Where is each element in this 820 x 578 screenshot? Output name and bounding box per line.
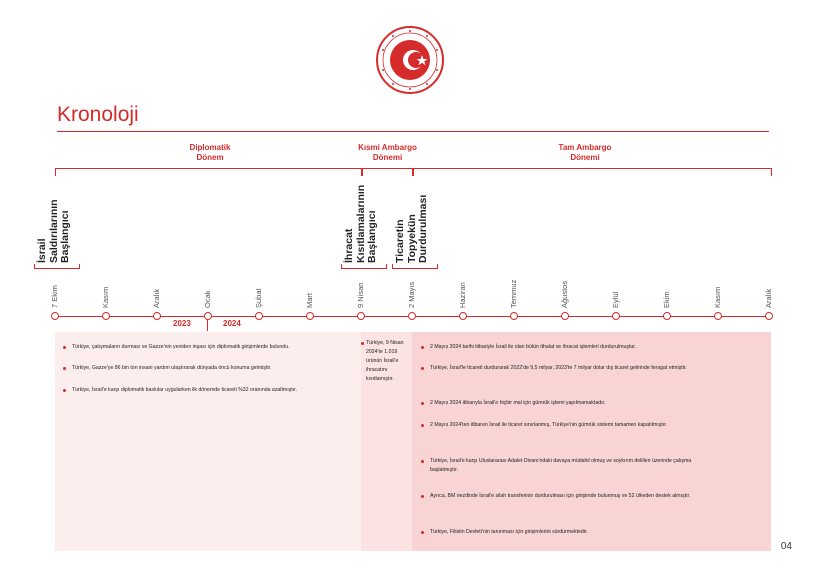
- event-export-restrictions-label: İhracat Kısıtlamalarının Başlangıcı: [343, 184, 378, 263]
- event-export-restrictions-marker: [341, 264, 387, 269]
- list-item: Türkiye, Gazze'ye 86 bin ton insani yardım ulaştırarak dünyada öncü konuma gelmiştir.: [72, 364, 352, 373]
- event-israel-attacks-marker: [34, 264, 80, 269]
- year-label-2023: 2023: [173, 319, 191, 328]
- timeline-dot: [510, 312, 518, 320]
- timeline-dot: [663, 312, 671, 320]
- list-item: Türkiye, Filistin Devleti'nin tanınması için girişimlerini sürdürmektedir.: [430, 528, 730, 537]
- timeline-dot: [102, 312, 110, 320]
- list-item: Türkiye, çatışmaların durması ve Gazze'nin yeniden inşası için diplomatik girişimlerde bulundu.: [72, 343, 352, 352]
- list-item: Ayrıca, BM nezdinde İsrail'e silah transferinin durdurulması için girişimde bulunmuş ve 52 ülkeden destek almıştır.: [430, 492, 700, 501]
- timeline-dot: [357, 312, 365, 320]
- month-label: Temmuz: [509, 279, 518, 308]
- timeline-dot: [561, 312, 569, 320]
- month-label: Ocak: [203, 290, 212, 308]
- ministry-seal-logo: [375, 25, 445, 95]
- event-trade-halt-marker: [392, 264, 438, 269]
- month-label: 9 Nisan: [356, 282, 365, 308]
- event-trade-halt-label: Ticaretin Topyekün Durdurulması: [394, 194, 429, 263]
- title-underline: [57, 131, 769, 132]
- timeline-dot: [51, 312, 59, 320]
- period-full-embargo-label: Tam Ambargo Dönemi: [558, 143, 612, 162]
- month-label: Şubat: [254, 288, 263, 308]
- month-label: Kasım: [713, 286, 722, 308]
- timeline-dot: [153, 312, 161, 320]
- timeline-dot: [765, 312, 773, 320]
- list-item: 2 Mayıs 2024 itibarıyla İsrail'e hiçbir mal için gümrük işlemi yapılmamaktadır.: [430, 399, 730, 408]
- month-label: 2 Mayıs: [407, 281, 416, 308]
- list-item: Türkiye, İsrail'le ticareti durdurarak 2022'de 9,5 milyar, 2023'te 7 milyar dolar dış ticaret gelirinde feragat etmiştir.: [430, 364, 720, 373]
- period-diplomatic-label: Diplomatik Dönem: [189, 143, 231, 162]
- period-partial-embargo-label: Kısmi Ambargo Dönemi: [358, 143, 417, 162]
- page-title: Kronoloji: [57, 103, 139, 126]
- month-label: Aralık: [152, 288, 161, 308]
- timeline-dot: [408, 312, 416, 320]
- timeline-dot: [714, 312, 722, 320]
- year-divider: [207, 319, 208, 331]
- list-item: 2 Mayıs 2024'ten itibaren İsrail ile ticaret sınırlanmış, Türkiye'nin gümrük sistemi tamamen kapatılmıştır.: [430, 421, 700, 430]
- period-partial-embargo-bracket: [361, 168, 414, 176]
- timeline-dot: [255, 312, 263, 320]
- list-item: 2 Mayıs 2024 tarihi itibariyle İsrail ile olan bütün ithalat ve ihracat işlemleri durdurulmuştur.: [430, 343, 730, 352]
- page-number: 04: [780, 541, 792, 552]
- month-label: Aralık: [764, 288, 773, 308]
- timeline-dot: [306, 312, 314, 320]
- year-label-2024: 2024: [223, 319, 241, 328]
- month-label: Eylül: [611, 291, 620, 308]
- month-label: Mart: [305, 293, 314, 308]
- timeline-dot: [612, 312, 620, 320]
- period-diplomatic-bracket: [55, 168, 363, 176]
- list-item: Türkiye, 9 Nisan 2024'te 1.019 ürünün İsrail'e ihracatını kısıtlamıştır.: [366, 339, 411, 384]
- month-label: Haziran: [458, 282, 467, 308]
- timeline-dot: [459, 312, 467, 320]
- period-full-embargo-bracket: [412, 168, 772, 176]
- list-item: Türkiye, İsrail'e karşı diplomatik baskılar uygularken ilk dönemde ticareti %32 oranında azaltmıştır.: [72, 386, 327, 395]
- month-label: Ekim: [662, 291, 671, 308]
- event-israel-attacks-label: İsrail Saldırılarının Başlangıcı: [36, 199, 71, 263]
- month-label: 7 Ekim: [50, 285, 59, 308]
- list-item: Türkiye, İsrail'e karşı Uluslararası Adalet Divanı'ndaki davaya müdahil olmuş ve soykırım delilleri üzerinde çalışma başlatmıştır.: [430, 457, 720, 475]
- month-label: Ağustos: [560, 280, 569, 308]
- month-label: Kasım: [101, 286, 110, 308]
- timeline-dot: [204, 312, 212, 320]
